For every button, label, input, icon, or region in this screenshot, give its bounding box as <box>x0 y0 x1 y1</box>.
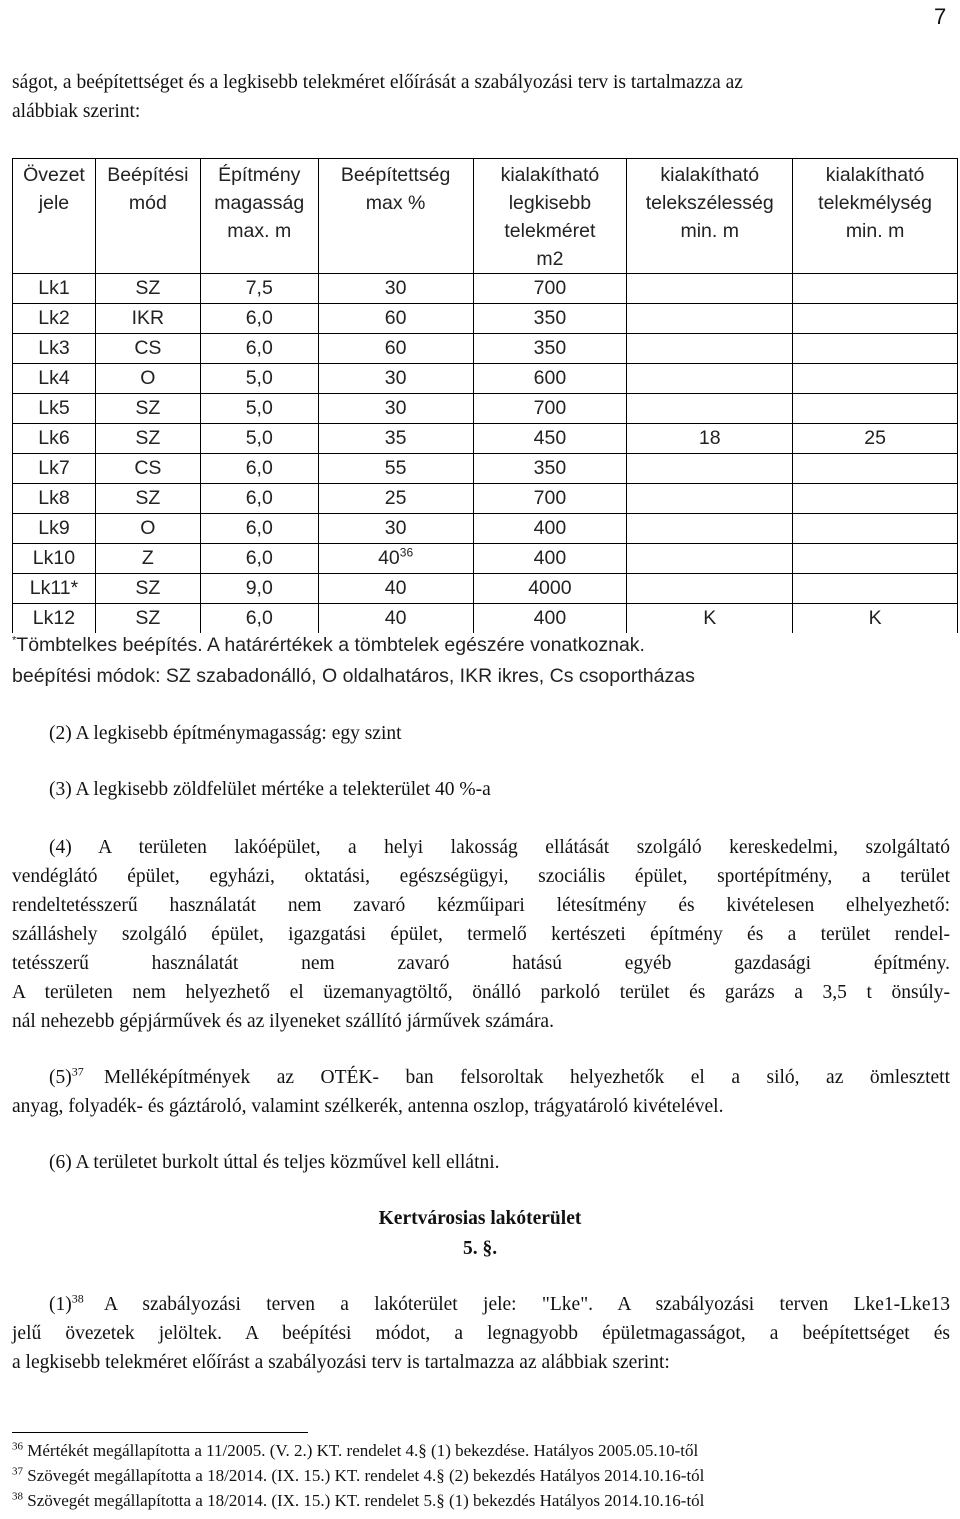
header-depth: kialakítható telekmélység min. m <box>793 159 958 274</box>
table-cell-depth: 25 <box>793 424 958 454</box>
table-cell-depth <box>793 544 958 574</box>
table-cell-height: 6,0 <box>200 514 318 544</box>
footnote-ref-38: 38 <box>71 1291 84 1306</box>
table-cell-zone: Lk10 <box>13 544 96 574</box>
section-number: 5. §. <box>462 1238 498 1259</box>
zone-parameters-table <box>12 158 958 633</box>
table-cell-height: 5,0 <box>200 364 318 394</box>
table-row <box>13 604 958 634</box>
table-cell-height: 9,0 <box>200 574 318 604</box>
table-cell-coverage: 35 <box>318 424 473 454</box>
table-cell-depth <box>793 484 958 514</box>
table-cell-width <box>627 274 793 304</box>
section-title: Kertvárosias lakóterület <box>378 1208 582 1229</box>
table-cell-mode: SZ <box>95 574 200 604</box>
table-cell-coverage: 40 <box>318 604 473 634</box>
table-cell-height: 5,0 <box>200 394 318 424</box>
table-cell-depth <box>793 274 958 304</box>
paragraph-4-line: nál nehezebb gépjárművek és az ilyeneket szállító járművek számára. <box>12 1011 554 1032</box>
s5p1-line: A szabályozási terven a lakóterület jele: "Lke". A szabályozási terven Lke1-Lke13 <box>104 1294 950 1315</box>
table-cell-zone: Lk5 <box>13 394 96 424</box>
table-cell-depth <box>793 334 958 364</box>
table-cell-min-size: 700 <box>473 394 627 424</box>
table-cell-min-size: 350 <box>473 334 627 364</box>
table-row <box>13 274 958 304</box>
paragraph-6: (6) A területet burkolt úttal és teljes közművel kell ellátni. <box>49 1152 500 1173</box>
table-cell-mode: SZ <box>95 484 200 514</box>
paragraph-5-line: Melléképítmények az OTÉK- ban felsoroltak helyezhetők el a siló, az ömlesztett <box>104 1067 950 1088</box>
table-cell-width <box>627 454 793 484</box>
table-cell-mode: SZ <box>95 274 200 304</box>
table-row <box>13 424 958 454</box>
table-cell-height: 6,0 <box>200 544 318 574</box>
table-cell-coverage: 60 <box>318 334 473 364</box>
table-cell-min-size: 400 <box>473 604 627 634</box>
table-row <box>13 484 958 514</box>
footnote-38: $^{38}$ Szövegét megállapította a 18/2014. (IX. 15.) KT. rendelet 5.§ (1) bekezdés Hatályos 2014.10.16-tól <box>12 1490 705 1510</box>
table-cell-zone: Lk9 <box>13 514 96 544</box>
table-cell-width <box>627 574 793 604</box>
table-cell-height: 6,0 <box>200 604 318 634</box>
paragraph-4-line: vendéglátó épület, egyházi, oktatási, egészségügyi, szociális épület, sportépítmény, a terület <box>12 866 950 887</box>
paragraph-5-prefix: (5) <box>49 1067 72 1088</box>
paragraph-4-line: (4) A területen lakóépület, a helyi lakosság ellátását szolgáló kereskedelmi, szolgáltató <box>49 837 950 858</box>
table-cell-width <box>627 544 793 574</box>
table-row <box>13 304 958 334</box>
table-cell-height: 6,0 <box>200 484 318 514</box>
header-min-size: kialakítható legkisebb telekméret m2 <box>473 159 627 274</box>
table-note: *Tömbtelkes beépítés. A határértékek a tömbtelek egészére vonatkoznak. <box>12 634 645 656</box>
table-cell-depth <box>793 454 958 484</box>
paragraph-4-line: rendeltetésszerű használatát nem zavaró kézműipari létesítmény és kivételesen elhelyezhető: <box>12 895 950 916</box>
table-cell-depth <box>793 394 958 424</box>
table-cell-mode: Z <box>95 544 200 574</box>
footnote-ref-36: 36 <box>399 545 414 560</box>
table-cell-width <box>627 304 793 334</box>
paragraph-4-line: A területen nem helyezhető el üzemanyagtöltő, önálló parkoló terület és garázs a 3,5 t önsúly- <box>12 982 950 1003</box>
footnote-separator <box>12 1432 308 1433</box>
table-cell-width <box>627 484 793 514</box>
table-cell-zone: Lk2 <box>13 304 96 334</box>
s5p1-prefix: (1) <box>49 1294 72 1315</box>
table-row <box>13 544 958 574</box>
table-cell-mode: CS <box>95 334 200 364</box>
footnote-37: $^{37}$ Szövegét megállapította a 18/2014. (IX. 15.) KT. rendelet 4.§ (2) bekezdés Hatályos 2014.10.16-tól <box>12 1465 705 1485</box>
header-zone: Övezet jele <box>13 159 96 274</box>
s5p1-line: a legkisebb telekméret előírást a szabályozási terv is tartalmazza az alábbiak szerint: <box>12 1352 670 1373</box>
table-cell-coverage: 25 <box>318 484 473 514</box>
table-cell-mode: SZ <box>95 394 200 424</box>
table-cell-width <box>627 334 793 364</box>
table-cell-zone: Lk6 <box>13 424 96 454</box>
table-cell-min-size: 400 <box>473 514 627 544</box>
table-cell-zone: Lk4 <box>13 364 96 394</box>
table-cell-coverage: 30 <box>318 364 473 394</box>
table-cell-height: 5,0 <box>200 424 318 454</box>
table-cell-height: 6,0 <box>200 334 318 364</box>
table-cell-coverage: 40 <box>318 574 473 604</box>
table-cell-zone: Lk1 <box>13 274 96 304</box>
s5p1-line: jelű övezetek jelöltek. A beépítési módot, a legnagyobb épületmagasságot, a beépítettséget és <box>12 1323 950 1344</box>
building-modes-legend: beépítési módok: SZ szabadonálló, O oldalhatáros, IKR ikres, Cs csoportházas <box>12 665 695 687</box>
intro-line-1: ságot, a beépítettséget és a legkisebb telekméret előírását a szabályozási terv is tartalmazza az <box>12 72 743 93</box>
table-cell-zone: Lk7 <box>13 454 96 484</box>
table-cell-depth <box>793 514 958 544</box>
table-row <box>13 364 958 394</box>
table-cell-mode: O <box>95 514 200 544</box>
table-cell-coverage: 60 <box>318 304 473 334</box>
table-cell-depth: K <box>793 604 958 634</box>
table-cell-width <box>627 394 793 424</box>
paragraph-4-line: szálláshely szolgáló épület, igazgatási épület, termelő kertészeti építmény és a terület rendel- <box>12 924 950 945</box>
table-cell-width: K <box>627 604 793 634</box>
table-cell-height: 6,0 <box>200 304 318 334</box>
table-cell-min-size: 400 <box>473 544 627 574</box>
table-row <box>13 334 958 364</box>
table-row <box>13 454 958 484</box>
header-height: Építmény magasság max. m <box>200 159 318 274</box>
table-cell-depth <box>793 364 958 394</box>
table-cell-coverage: 30 <box>318 514 473 544</box>
table-row <box>13 574 958 604</box>
table-cell-min-size: 600 <box>473 364 627 394</box>
paragraph-3: (3) A legkisebb zöldfelület mértéke a telekterület 40 %-a <box>49 779 491 800</box>
header-coverage: Beépítettség max % <box>318 159 473 274</box>
table-cell-zone: Lk12 <box>13 604 96 634</box>
table-cell-zone: Lk8 <box>13 484 96 514</box>
table-cell-mode: IKR <box>95 304 200 334</box>
table-cell-mode: O <box>95 364 200 394</box>
paragraph-4-line: tetésszerű használatát nem zavaró hatású egyéb gazdasági építmény. <box>12 953 950 974</box>
intro-line-2: alábbiak szerint: <box>12 101 141 122</box>
table-cell-min-size: 350 <box>473 454 627 484</box>
table-cell-min-size: 700 <box>473 484 627 514</box>
table-cell-zone: Lk3 <box>13 334 96 364</box>
header-width: kialakítható telekszélesség min. m <box>627 159 793 274</box>
table-cell-mode: SZ <box>95 424 200 454</box>
table-cell-min-size: 4000 <box>473 574 627 604</box>
table-row <box>13 514 958 544</box>
table-cell-depth <box>793 304 958 334</box>
table-cell-min-size: 450 <box>473 424 627 454</box>
table-cell-height: 6,0 <box>200 454 318 484</box>
table-header-row <box>13 159 958 274</box>
table-row <box>13 394 958 424</box>
table-cell-coverage: 30 <box>318 394 473 424</box>
page-number: 7 <box>934 4 947 29</box>
table-cell-width <box>627 514 793 544</box>
table-cell-mode: CS <box>95 454 200 484</box>
paragraph-5-line: anyag, folyadék- és gáztároló, valamint szélkerék, antenna oszlop, trágyatároló kivételével. <box>12 1096 724 1117</box>
table-cell-zone: Lk11* <box>13 574 96 604</box>
table-cell-width <box>627 364 793 394</box>
table-cell-min-size: 350 <box>473 304 627 334</box>
table-cell-width: 18 <box>627 424 793 454</box>
table-cell-coverage: 30 <box>318 274 473 304</box>
table-cell-height: 7,5 <box>200 274 318 304</box>
header-mode: Beépítési mód <box>95 159 200 274</box>
table-cell-coverage: 55 <box>318 454 473 484</box>
table-cell-min-size: 700 <box>473 274 627 304</box>
table-cell-mode: SZ <box>95 604 200 634</box>
footnote-36: $^{36}$ Mértékét megállapította a 11/2005. (V. 2.) KT. rendelet 4.§ (1) bekezdése. Hatályos 2005.05.10-től <box>12 1440 699 1460</box>
paragraph-2: (2) A legkisebb építménymagasság: egy szint <box>49 723 402 744</box>
table-cell-depth <box>793 574 958 604</box>
table-cell-coverage: $40^{36}$ <box>318 544 473 574</box>
footnote-ref-37: 37 <box>71 1064 84 1079</box>
